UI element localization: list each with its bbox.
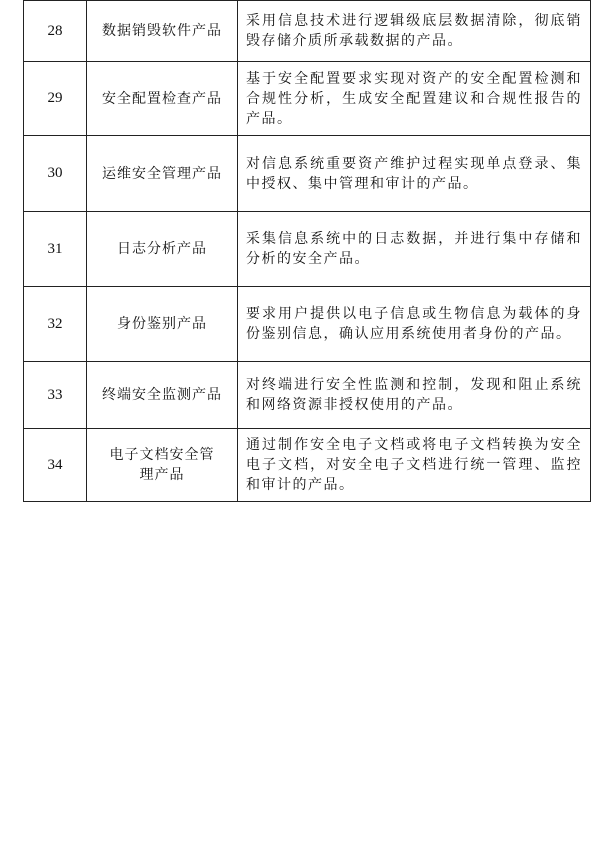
product-name: 运维安全管理产品 (87, 136, 238, 212)
product-description: 通过制作安全电子文档或将电子文档转换为安全电子文档，对安全电子文档进行统一管理、监控和审计的产品。 (238, 429, 591, 502)
product-name: 身份鉴别产品 (87, 287, 238, 362)
product-name: 电子文档安全管理产品 (87, 429, 238, 502)
row-number: 34 (24, 429, 87, 502)
row-number: 32 (24, 287, 87, 362)
row-number: 33 (24, 362, 87, 429)
row-number: 29 (24, 62, 87, 136)
table-row (24, 1, 591, 62)
product-description: 对终端进行安全性监测和控制，发现和阻止系统和网络资源非授权使用的产品。 (238, 362, 591, 429)
table-row (24, 212, 591, 287)
product-description: 采集信息系统中的日志数据，并进行集中存储和分析的安全产品。 (238, 212, 591, 287)
product-name: 安全配置检查产品 (87, 62, 238, 136)
product-name: 终端安全监测产品 (87, 362, 238, 429)
product-description: 要求用户提供以电子信息或生物信息为载体的身份鉴别信息，确认应用系统使用者身份的产品。 (238, 287, 591, 362)
table-row (24, 362, 591, 429)
table-row (24, 136, 591, 212)
product-table (23, 0, 591, 502)
row-number: 28 (24, 1, 87, 62)
product-name: 数据销毁软件产品 (87, 1, 238, 62)
table-row (24, 62, 591, 136)
row-number: 31 (24, 212, 87, 287)
table-row (24, 429, 591, 502)
product-name: 日志分析产品 (87, 212, 238, 287)
row-number: 30 (24, 136, 87, 212)
product-description: 对信息系统重要资产维护过程实现单点登录、集中授权、集中管理和审计的产品。 (238, 136, 591, 212)
table-row (24, 287, 591, 362)
product-description: 采用信息技术进行逻辑级底层数据清除，彻底销毁存储介质所承载数据的产品。 (238, 1, 591, 62)
product-description: 基于安全配置要求实现对资产的安全配置检测和合规性分析，生成安全配置建议和合规性报告的产品。 (238, 62, 591, 136)
